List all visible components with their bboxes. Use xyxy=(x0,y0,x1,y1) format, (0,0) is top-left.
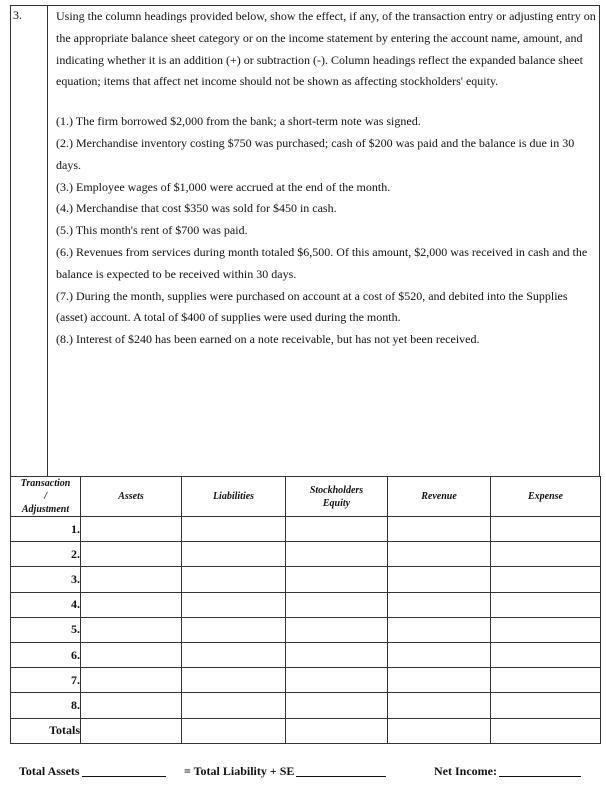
row-label: 7. xyxy=(11,668,81,693)
transaction-item-1: (1.) The firm borrowed $2,000 from the bank; a short-term note was signed. xyxy=(56,114,421,129)
question-number-column xyxy=(11,6,48,476)
transaction-item-8: (8.) Interest of $240 has been earned on a note receivable, but has not yet been received. xyxy=(56,332,480,347)
transaction-item-2: (2.) Merchandise inventory costing $750 was purchased; cash of $200 was paid and the balance is due in 30 days. xyxy=(56,135,575,172)
liabilities-cell[interactable] xyxy=(182,693,286,718)
equity-cell[interactable] xyxy=(286,517,388,542)
row-label: 8. xyxy=(11,693,81,718)
transaction-item-6: (6.) Revenues from services during month totaled $6,500. Of this amount, $2,000 was received in cash and the balance is expected to be received within 30 days. xyxy=(56,244,588,281)
equity-cell[interactable] xyxy=(286,592,388,617)
answer-table xyxy=(10,476,601,744)
assets-cell[interactable] xyxy=(81,642,182,667)
assets-cell[interactable] xyxy=(81,567,182,592)
table-row xyxy=(11,567,601,592)
table-row xyxy=(11,617,601,642)
row-label: 5. xyxy=(11,617,81,642)
equity-cell[interactable] xyxy=(286,617,388,642)
equity-cell[interactable] xyxy=(286,542,388,567)
liabilities-cell[interactable] xyxy=(182,642,286,667)
expense-cell[interactable] xyxy=(491,617,601,642)
revenue-cell[interactable] xyxy=(388,693,491,718)
row-label: 2. xyxy=(11,542,81,567)
revenue-cell[interactable] xyxy=(388,517,491,542)
table-row xyxy=(11,517,601,542)
revenue-cell[interactable] xyxy=(388,617,491,642)
equity-cell[interactable] xyxy=(286,668,388,693)
net-income-group xyxy=(434,764,497,779)
expense-cell[interactable] xyxy=(491,642,601,667)
table-row xyxy=(11,542,601,567)
equity-cell[interactable] xyxy=(286,642,388,667)
equity-cell[interactable] xyxy=(286,567,388,592)
expense-cell[interactable] xyxy=(491,592,601,617)
total-liability-group xyxy=(184,764,294,779)
question-text xyxy=(56,6,596,351)
question-frame xyxy=(10,5,600,477)
liabilities-cell[interactable] xyxy=(182,592,286,617)
header-transaction-line3: Adjustment xyxy=(21,504,70,515)
assets-total-cell[interactable] xyxy=(81,718,182,743)
revenue-cell[interactable] xyxy=(388,542,491,567)
liabilities-cell[interactable] xyxy=(182,617,286,642)
table-row xyxy=(11,642,601,667)
table-row xyxy=(11,668,601,693)
net-income-blank[interactable] xyxy=(499,764,581,777)
row-label-totals: Totals xyxy=(11,718,81,743)
table-row xyxy=(11,693,601,718)
expense-cell[interactable] xyxy=(491,668,601,693)
liabilities-cell[interactable] xyxy=(182,567,286,592)
expense-cell[interactable] xyxy=(491,693,601,718)
transaction-item-5: (5.) This month's rent of $700 was paid. xyxy=(56,223,248,238)
transaction-item-3: (3.) Employee wages of $1,000 were accrued at the end of the month. xyxy=(56,179,391,194)
transaction-item-7: (7.) During the month, supplies were purchased on account at a cost of $520, and debited into the Supplies (asset) account. A total of $400 of supplies were used during the month. xyxy=(56,288,568,325)
assets-cell[interactable] xyxy=(81,668,182,693)
assets-cell[interactable] xyxy=(81,592,182,617)
row-label: 4. xyxy=(11,592,81,617)
header-revenue: Revenue xyxy=(388,477,491,517)
expense-total-cell[interactable] xyxy=(491,718,601,743)
liabilities-cell[interactable] xyxy=(182,517,286,542)
row-label: 3. xyxy=(11,567,81,592)
liabilities-cell[interactable] xyxy=(182,542,286,567)
header-transaction xyxy=(11,477,81,517)
total-assets-group xyxy=(19,764,80,779)
revenue-cell[interactable] xyxy=(388,668,491,693)
revenue-cell[interactable] xyxy=(388,567,491,592)
totals-row xyxy=(11,718,601,743)
assets-cell[interactable] xyxy=(81,693,182,718)
header-liabilities: Liabilities xyxy=(182,477,286,517)
equity-total-cell[interactable] xyxy=(286,718,388,743)
header-equity-line1: Stockholders xyxy=(309,484,364,496)
header-expense: Expense xyxy=(491,477,601,517)
revenue-total-cell[interactable] xyxy=(388,718,491,743)
header-row xyxy=(11,477,601,517)
row-label: 6. xyxy=(11,642,81,667)
liabilities-total-cell[interactable] xyxy=(182,718,286,743)
assets-cell[interactable] xyxy=(81,517,182,542)
question-number: 3. xyxy=(13,8,22,22)
transaction-item-4: (4.) Merchandise that cost $350 was sold for $450 in cash. xyxy=(56,201,337,216)
total-liability-se-label: = Total Liability + SE xyxy=(184,764,295,778)
header-transaction-line2: / xyxy=(44,491,47,502)
liabilities-cell[interactable] xyxy=(182,668,286,693)
assets-cell[interactable] xyxy=(81,617,182,642)
header-equity xyxy=(286,477,388,517)
header-transaction-line1: Transaction xyxy=(20,478,71,489)
header-assets: Assets xyxy=(81,477,182,517)
question-intro: Using the column headings provided below, show the effect, if any, of the transaction entry or adjusting entry on the appropriate balance sheet category or on the income statement by entering the account name, amount, and indicating whether it is an addition (+) or subtraction (-). Column headings reflect the expanded balance sheet equation; items that affect net income should not be shown as affecting stockholders' equity. xyxy=(56,9,596,89)
expense-cell[interactable] xyxy=(491,517,601,542)
expense-cell[interactable] xyxy=(491,567,601,592)
equity-cell[interactable] xyxy=(286,693,388,718)
revenue-cell[interactable] xyxy=(388,642,491,667)
total-assets-label: Total Assets xyxy=(19,764,80,778)
table-row xyxy=(11,592,601,617)
total-assets-blank[interactable] xyxy=(82,764,166,777)
total-liability-se-blank[interactable] xyxy=(296,764,386,777)
assets-cell[interactable] xyxy=(81,542,182,567)
revenue-cell[interactable] xyxy=(388,592,491,617)
net-income-label: Net Income: xyxy=(434,764,497,778)
row-label: 1. xyxy=(11,517,81,542)
transaction-list xyxy=(56,111,596,351)
expense-cell[interactable] xyxy=(491,542,601,567)
header-equity-line2: Equity xyxy=(322,497,351,509)
